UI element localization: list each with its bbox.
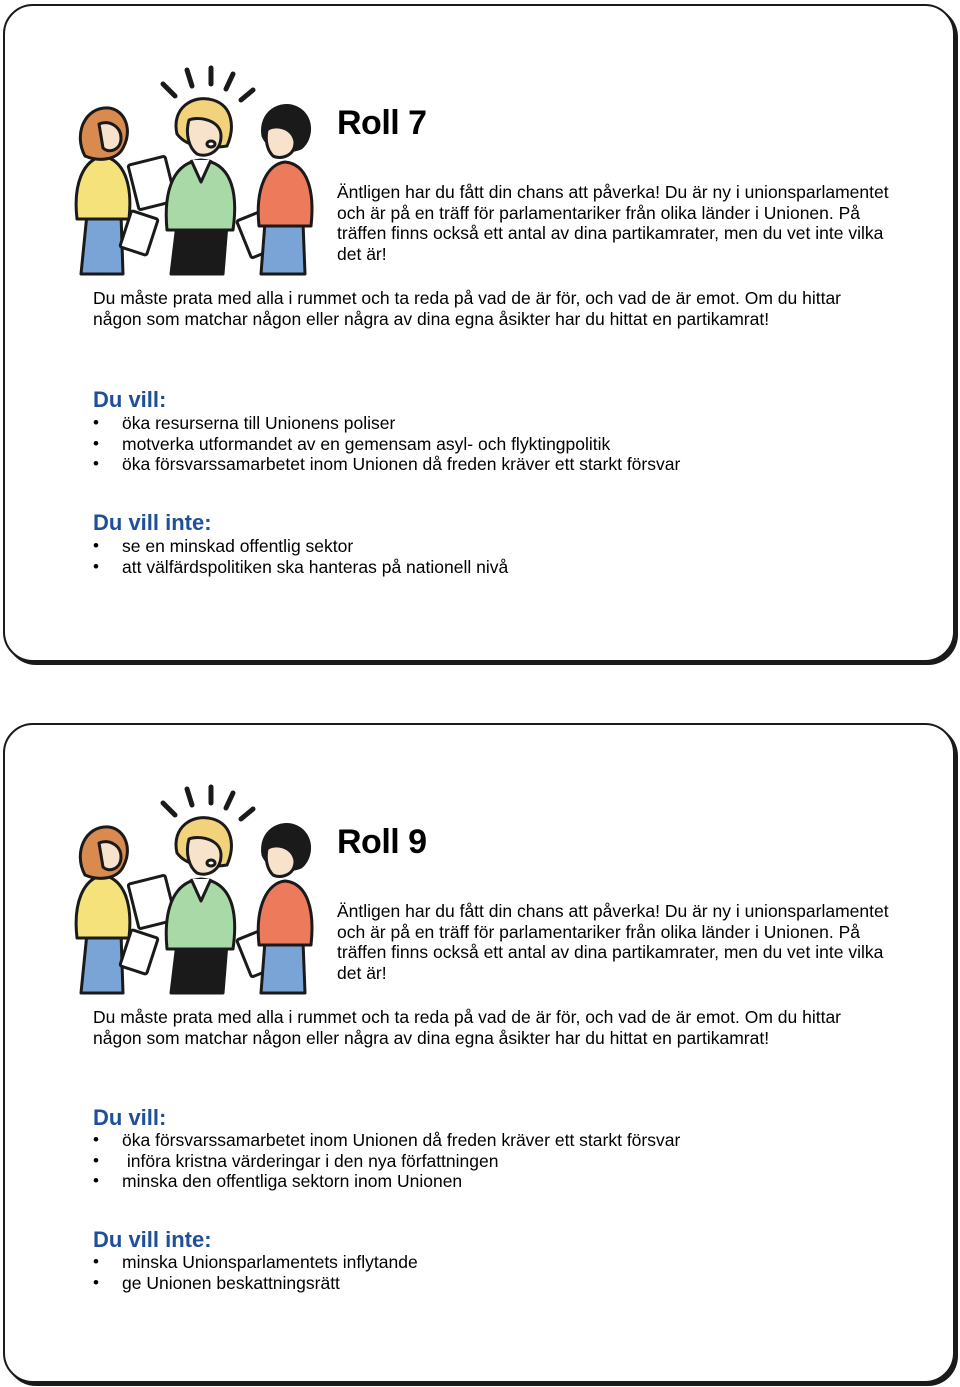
role-instruction: Du måste prata med alla i rummet och ta reda på vad de är för, och vad de är emot. Om du hittar någon som matchar någon eller några av dina egna åsikter har du hittat en partikamrat! (93, 1007, 842, 1048)
list-item: • öka försvarssamarbetet inom Unionen då freden kräver ett starkt försvar (93, 1130, 680, 1151)
role-intro: Äntligen har du fått din chans att påverka! Du är ny i unionsparlamentet och är på en träff för parlamentariker från olika länder i Unionen. På träffen finns också ett antal av dina partikamrater, men du vet inte vilka det är! (337, 901, 889, 983)
list-item: • minska den offentliga sektorn inom Unionen (93, 1171, 680, 1192)
role-card-7 (3, 4, 955, 662)
list-item: • öka resurserna till Unionens poliser (93, 413, 680, 434)
wants-list (93, 1130, 680, 1192)
role-title: Roll 7 (337, 104, 427, 142)
list-item: • motverka utformandet av en gemensam asyl- och flyktingpolitik (93, 434, 680, 455)
not-wants-list (93, 536, 508, 577)
role-intro: Äntligen har du fått din chans att påverka! Du är ny i unionsparlamentet och är på en träff för parlamentariker från olika länder i Unionen. På träffen finns också ett antal av dina partikamrater, men du vet inte vilka det är! (337, 182, 889, 264)
list-item: • se en minskad offentlig sektor (93, 536, 508, 557)
wants-heading: Du vill: (93, 1105, 167, 1130)
role-title: Roll 9 (337, 823, 427, 861)
not-wants-heading: Du vill inte: (93, 1227, 212, 1252)
list-item: • ge Unionen beskattningsrätt (93, 1273, 418, 1294)
not-wants-heading: Du vill inte: (93, 510, 212, 535)
list-item: • minska Unionsparlamentets inflytande (93, 1252, 418, 1273)
role-card-9 (3, 723, 955, 1383)
three-people-talking-illustration (63, 783, 325, 1003)
list-item: • införa kristna värderingar i den nya författningen (93, 1151, 680, 1172)
role-instruction: Du måste prata med alla i rummet och ta reda på vad de är för, och vad de är emot. Om du hittar någon som matchar någon eller några av dina egna åsikter har du hittat en partikamrat! (93, 288, 842, 329)
wants-list (93, 413, 680, 475)
list-item: • att välfärdspolitiken ska hanteras på nationell nivå (93, 557, 508, 578)
three-people-talking-illustration (63, 64, 325, 284)
wants-heading: Du vill: (93, 387, 167, 412)
not-wants-list (93, 1252, 418, 1293)
list-item: • öka försvarssamarbetet inom Unionen då freden kräver ett starkt försvar (93, 454, 680, 475)
